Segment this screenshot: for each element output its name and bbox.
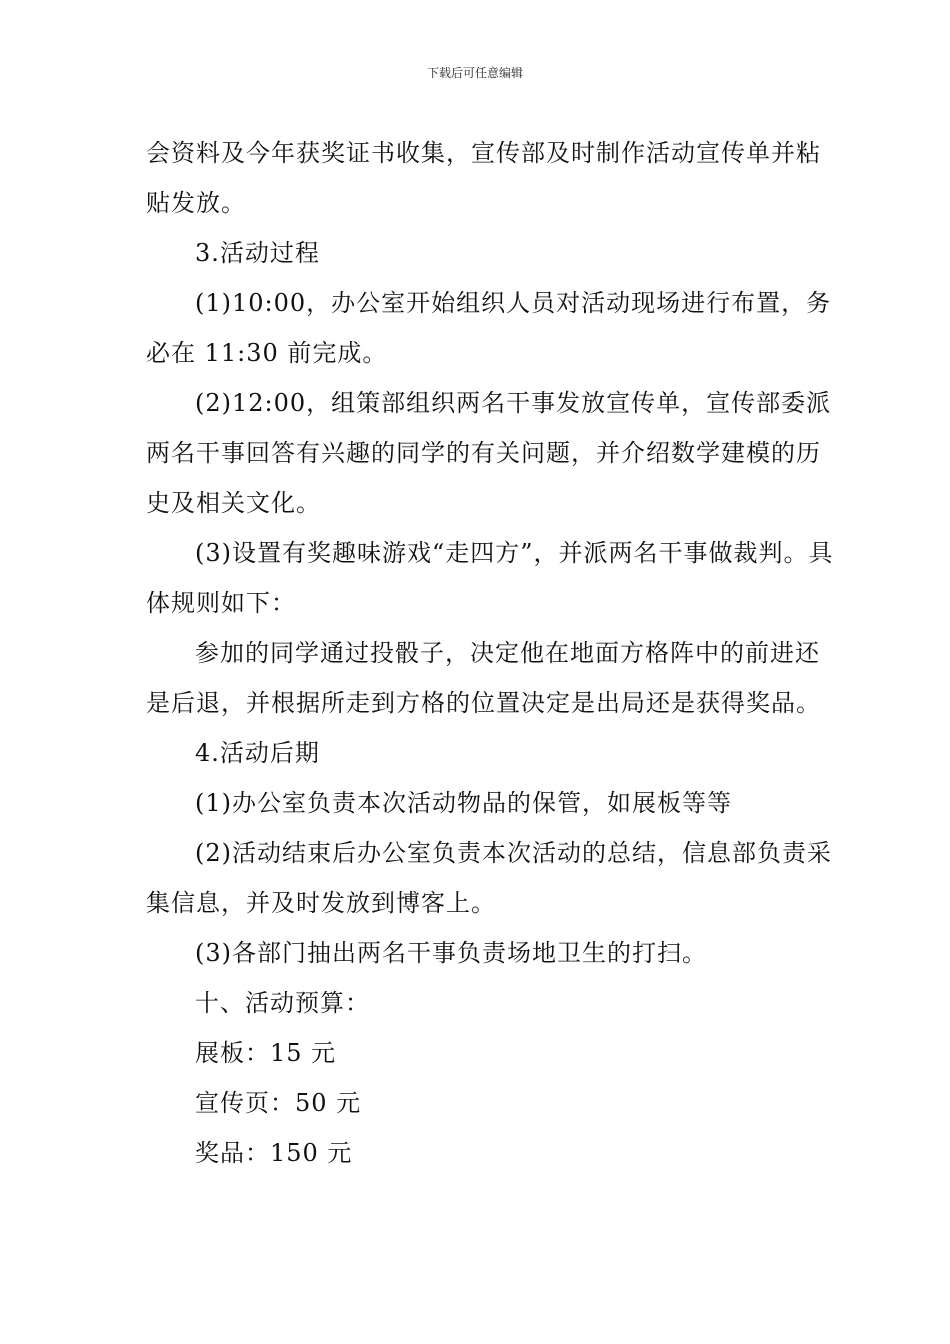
paragraph-process-3: (3)设置有奖趣味游戏“走四方”，并派两名干事做裁判。具体规则如下： <box>146 539 834 617</box>
budget-item-board: 展板：15 元 <box>195 1039 337 1067</box>
paragraph-later-3: (3)各部门抽出两名干事负责场地卫生的打扫。 <box>195 939 707 967</box>
budget-item-flyer: 宣传页：50 元 <box>195 1089 362 1117</box>
paragraph-later-2: (2)活动结束后办公室负责本次活动的总结，信息部负责采集信息，并及时发放到博客上。 <box>146 839 832 917</box>
page-header: 下载后可任意编辑 <box>426 66 523 80</box>
heading-budget: 十、活动预算： <box>195 989 370 1017</box>
paragraph-later-1: (1)办公室负责本次活动物品的保管，如展板等等 <box>195 789 732 817</box>
paragraph-process-2: (2)12:00，组策部组织两名干事发放宣传单，宣传部委派两名干事回答有兴趣的同学的有关问题，并介绍数学建模的历史及相关文化。 <box>146 389 832 517</box>
paragraph-materials: 会资料及今年获奖证书收集，宣传部及时制作活动宣传单并粘贴发放。 <box>146 139 821 217</box>
heading-activity-later: 4.活动后期 <box>195 739 320 767</box>
document-body <box>146 128 836 1178</box>
budget-item-prizes: 奖品：150 元 <box>195 1139 353 1167</box>
paragraph-process-1: (1)10:00，办公室开始组织人员对活动现场进行布置，务必在 11:30 前完成。 <box>146 289 832 367</box>
paragraph-game-rules: 参加的同学通过投骰子，决定他在地面方格阵中的前进还是后退，并根据所走到方格的位置决定是出局还是获得奖品。 <box>146 639 821 717</box>
heading-activity-process: 3.活动过程 <box>195 239 320 267</box>
